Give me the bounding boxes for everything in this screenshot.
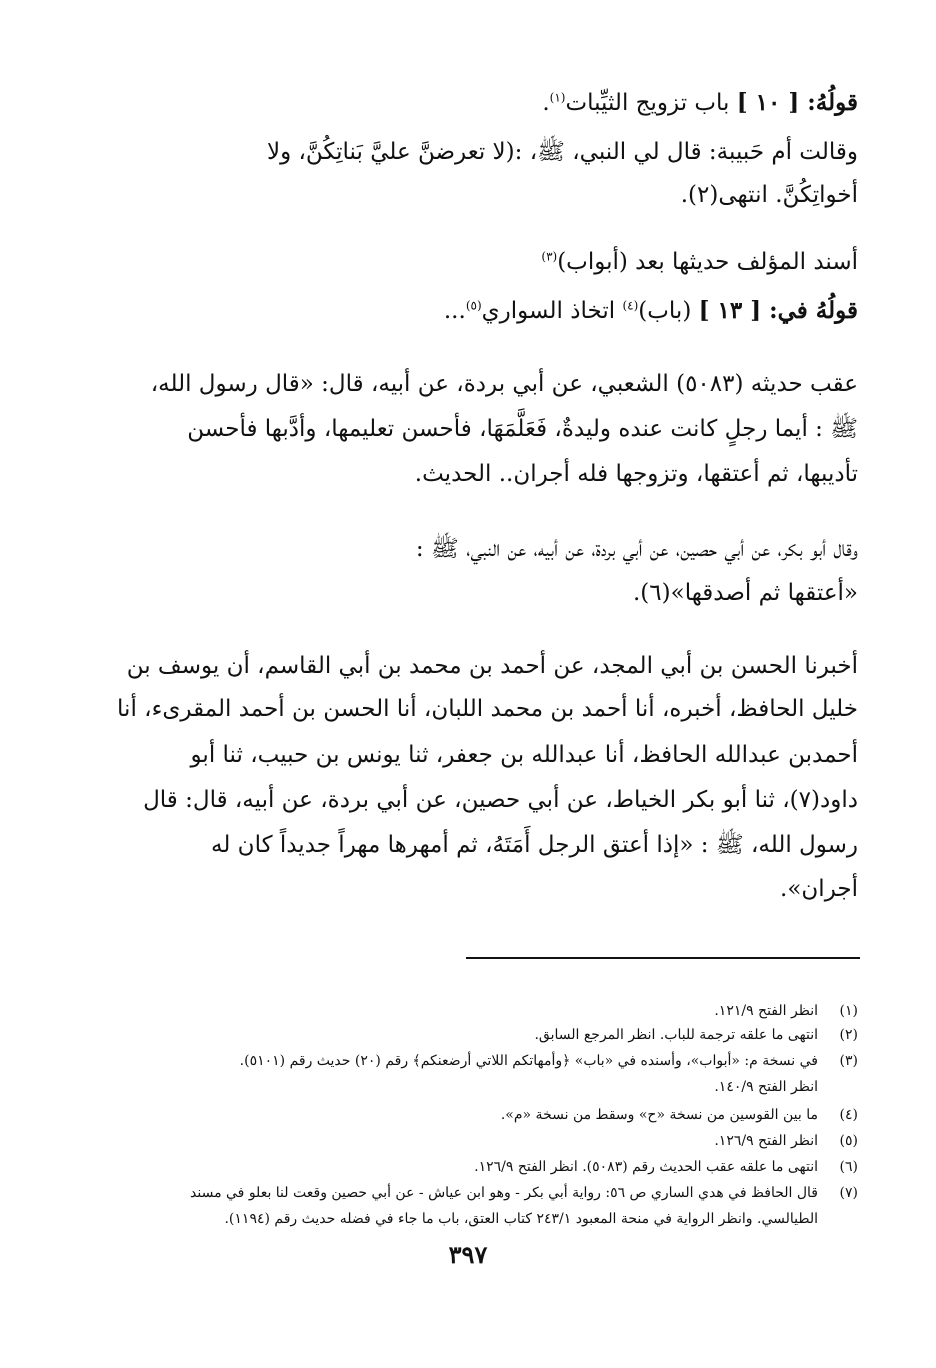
paragraph-line: أخواتِكُنَّ. انتهى(٢). bbox=[680, 182, 858, 208]
footnote-item bbox=[72, 1049, 858, 1073]
footnote-ref[interactable]: (٥) bbox=[465, 298, 482, 313]
paragraph-line: أحمدبن عبدالله الحافظ، أنا عبدالله بن جعفر، ثنا يونس بن حبيب، ثنا أبو bbox=[190, 742, 858, 768]
footnote-continuation: انظر الفتح ١٤٠/٩. bbox=[714, 1079, 818, 1095]
heading-tail: . bbox=[542, 90, 550, 116]
heading-label: قولُهُ في: [ ١٣ ] bbox=[698, 297, 858, 324]
footnote-number: (٧) bbox=[839, 1185, 858, 1201]
page-number: ٣٩٧ bbox=[448, 1240, 488, 1269]
heading-tail: ... bbox=[443, 298, 466, 324]
footnote-number: (٤) bbox=[839, 1107, 858, 1123]
footnote-text: قال الحافظ في هدي الساري ص ٥٦: رواية أبي بكر - وهو ابن عياش - عن أبي حصين وقعت لنا بعلو في مسند bbox=[190, 1185, 818, 1201]
paragraph-line: تأديبها، ثم أعتقها، وتزوجها فله أجران.. الحديث. bbox=[414, 461, 858, 487]
footnote-ref[interactable]: (١) bbox=[549, 90, 566, 105]
footnote-divider bbox=[466, 957, 860, 959]
footnote-text: انتهى ما علقه ترجمة للباب. انظر المرجع السابق. bbox=[534, 1027, 818, 1043]
heading-title-cont: اتخاذ السواري bbox=[481, 298, 623, 324]
paragraph-line: ﷺ : أيما رجلٍ كانت عنده وليدةٌ، فَعَلَّمَهَا، فأحسن تعليمها، وأدَّبها فأحسن bbox=[187, 416, 858, 442]
footnote-text: في نسخة م: «أبواب»، وأسنده في «باب» ﴿وأمهاتكم اللاتي أرضعنكم﴾ رقم (٢٠) حديث رقم (٥١٠١). bbox=[239, 1053, 818, 1069]
footnote-item bbox=[72, 1129, 858, 1153]
heading-title: باب تزويج الثيِّبات bbox=[565, 90, 737, 116]
paragraph-line: رسول الله، ﷺ : «إذا أعتق الرجل أَمَتَهُ، ثم أمهرها مهراً جديداً كان له bbox=[211, 832, 858, 858]
footnote-text: انتهى ما علقه عقب الحديث رقم (٥٠٨٣). انظر الفتح ١٢٦/٩. bbox=[474, 1159, 818, 1175]
heading-label: قولُهُ: [ ١٠ ] bbox=[736, 89, 858, 116]
footnote-continuation: الطيالسي. وانظر الرواية في منحة المعبود ٢٤٣/١ كتاب العتق، باب ما جاء في فضله حديث رقم (١١٩٤). bbox=[224, 1211, 818, 1227]
asnad-text: أسند المؤلف حديثها بعد (أبواب) bbox=[557, 249, 858, 275]
footnote-ref[interactable]: (٤) bbox=[622, 298, 639, 313]
footnote-number: (٢) bbox=[839, 1027, 858, 1043]
footnote-item bbox=[72, 1155, 858, 1179]
section-heading-10 bbox=[542, 88, 858, 118]
footnote-number: (٦) bbox=[839, 1159, 858, 1175]
footnote-text: انظر الفتح ١٢١/٩. bbox=[714, 1003, 818, 1019]
footnote-item bbox=[72, 1181, 858, 1205]
footnote-item bbox=[72, 999, 858, 1023]
footnote-number: (٥) bbox=[839, 1133, 858, 1149]
section-heading-13 bbox=[444, 296, 858, 326]
footnote-text: ما بين القوسين من نسخة «ح» وسقط من نسخة «م». bbox=[500, 1107, 818, 1123]
footnote-number: (١) bbox=[839, 1003, 858, 1019]
paragraph-line: أخبرنا الحسن بن أبي المجد، عن أحمد بن محمد بن أبي القاسم، أن يوسف بن bbox=[126, 653, 858, 679]
footnote-item bbox=[72, 1103, 858, 1127]
footnote-text: انظر الفتح ١٢٦/٩. bbox=[714, 1133, 818, 1149]
footnote-ref[interactable]: (٣) bbox=[541, 249, 558, 264]
footnote-number: (٣) bbox=[839, 1053, 858, 1069]
heading-title: (باب) bbox=[638, 298, 699, 324]
paragraph-line: خليل الحافظ، أخبره، أنا أحمد بن محمد اللبان، أنا الحسن بن أحمد المقرىء، أنا bbox=[117, 696, 858, 722]
footnote-item bbox=[72, 1023, 858, 1047]
paragraph-line: أجران». bbox=[780, 876, 858, 902]
paragraph-line: داود(٧)، ثنا أبو بكر الخياط، عن أبي حصين، عن أبي بردة، عن أبيه، قال: قال bbox=[143, 787, 858, 813]
paragraph-line: عقب حديثه (٥٠٨٣) الشعبي، عن أبي بردة، عن أبيه، قال: «قال رسول الله، bbox=[150, 371, 858, 397]
paragraph-line: وقالت أم حَبيبة: قال لي النبي، ﷺ، :(لا تعرضنَّ عليَّ بَناتِكُنَّ، ولا bbox=[266, 139, 858, 165]
paragraph-line: وقال أبو بكر، عن أبي حصين، عن أبي بردة، عن أبيه، عن النبي، ﷺ : bbox=[415, 536, 858, 562]
paragraph-line: «أعتقها ثم أصدقها»(٦). bbox=[633, 580, 858, 606]
asnad-line bbox=[541, 247, 858, 277]
